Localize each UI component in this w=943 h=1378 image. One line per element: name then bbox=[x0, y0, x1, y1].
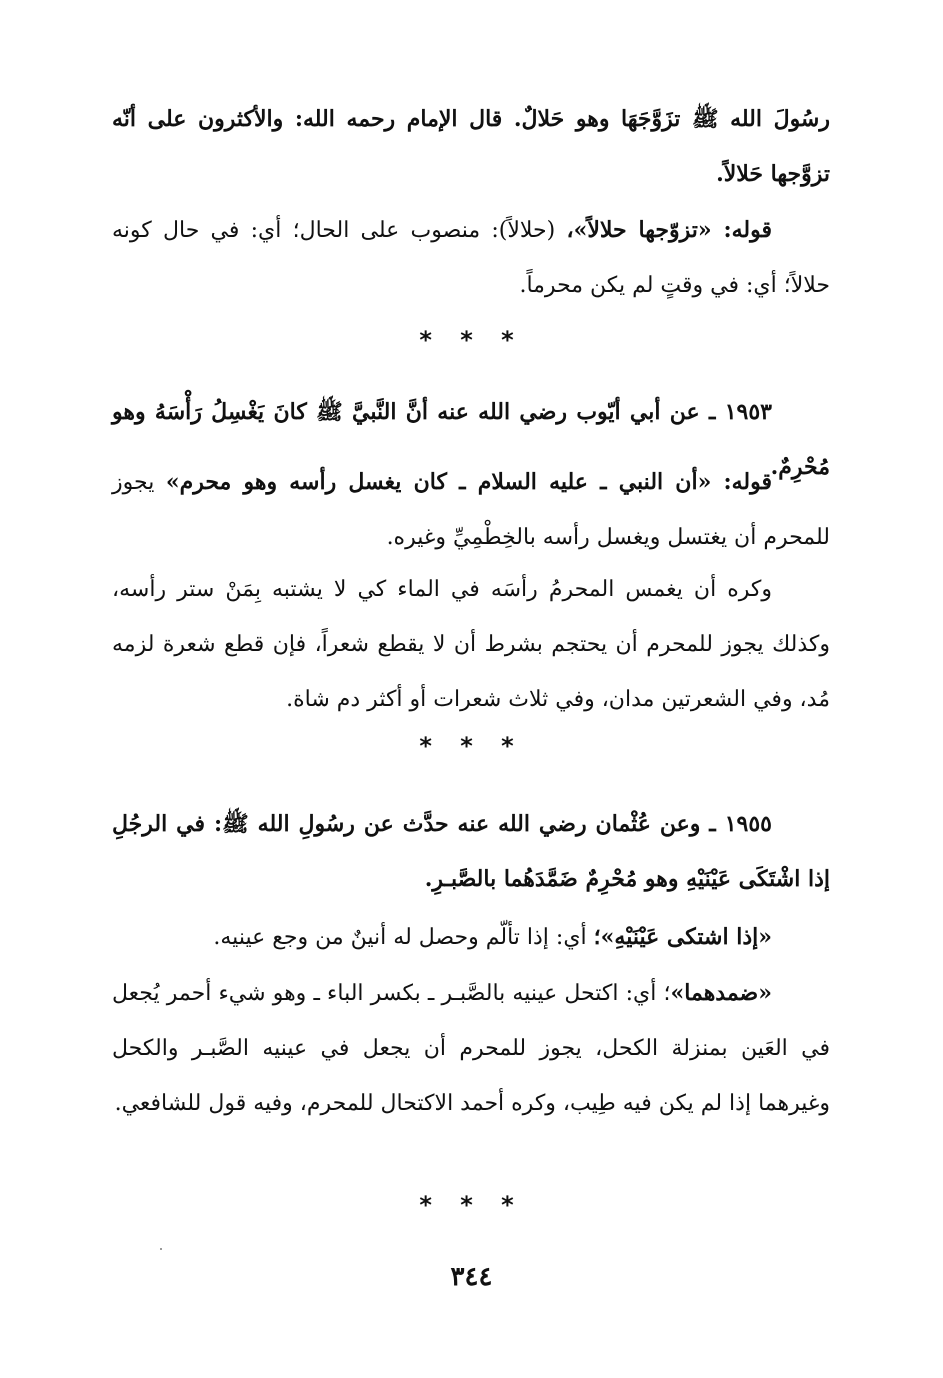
paragraph-text: رسُولَ الله ﷺ تزَوَّجَهَا وهو حَلالٌ. قال الإمام رحمه الله: والأكثرون على أنّه تزوَّجها حَلالاً. bbox=[112, 106, 830, 187]
paragraph-text: يجوز للمحرم أن يغتسل ويغسل رأسه بالخِطْمِيِّ وغيره. bbox=[112, 470, 830, 550]
paragraph-text: ١٩٥٣ ـ عن أبي أيّوب رضي الله عنه أنَّ النَّبيَّ ﷺ كانَ يَغْسِلُ رَأْسَهُ وهو مُحْرِمٌ. bbox=[112, 399, 830, 480]
commentary-paragraph bbox=[112, 455, 830, 565]
paragraph-text: (حلالاً): منصوب على الحال؛ أي: في حال كونه حلالاً؛ أي: في وقتٍ لم يكن محرماً. bbox=[112, 218, 830, 298]
commentary-paragraph bbox=[112, 562, 830, 727]
section-separator: * * * bbox=[419, 326, 524, 354]
paragraph-text: ؛ أي: اكتحل عينيه بالصَّبـر ـ بكسر الباء ـ وهو شيء أحمر يُجعل في العَين بمنزلة الكحل، يجوز للمحرم أن يجعل في عينيه الصَّبـر والكحل وغيرهما إذا لم يكن فيه طِيب، وكره أحمد الاكتحال للمحرم، وفيه قول للشافعي. bbox=[112, 981, 830, 1116]
quoted-phrase: «ضمدهما» bbox=[670, 980, 772, 1006]
continued-hadith-text bbox=[112, 92, 830, 202]
paragraph-text: وكره أن يغمس المحرمُ رأسَه في الماء كي لا يشتبه بِمَنْ ستر رأسه، وكذلك يجوز للمحرم أن يحتجم بشرط أن لا يقطع شعراً، فإن قطع شعرة لزمه مُد، وفي الشعرتين مدان، وفي ثلاث شعرات أو أكثر دم شاة. bbox=[112, 577, 830, 712]
scan-speck bbox=[160, 1248, 162, 1250]
commentary-paragraph bbox=[112, 203, 830, 313]
page-number: ٣٤٤ bbox=[450, 1262, 493, 1292]
quoted-phrase: «إذا اشتكى عَيْنَيْهِ»؛ bbox=[593, 924, 772, 950]
commentary-paragraph bbox=[112, 966, 830, 1131]
quoted-phrase: قوله: «أن النبي ـ عليه السلام ـ كان يغسل رأسه وهو محرم» bbox=[165, 469, 773, 495]
commentary-paragraph bbox=[112, 910, 830, 965]
paragraph-text: ١٩٥٥ ـ وعن عُثْمان رضي الله عنه حدَّث عن رسُولِ الله ﷺ: في الرجُلِ إذا اشْتَكَى عَيْنَيْهِ وهو مُحْرِمٌ ضَمَّدَهُما بالصَّبـرِ. bbox=[112, 811, 830, 892]
paragraph-text: أي: إذا تألّم وحصل له أنينٌ من وجع عينيه. bbox=[213, 925, 594, 950]
section-separator: * * * bbox=[419, 732, 524, 760]
section-separator: * * * bbox=[419, 1191, 524, 1219]
quoted-phrase: قوله: «تزوّجها حلالاً»، bbox=[566, 217, 772, 243]
hadith-1955 bbox=[112, 797, 830, 907]
